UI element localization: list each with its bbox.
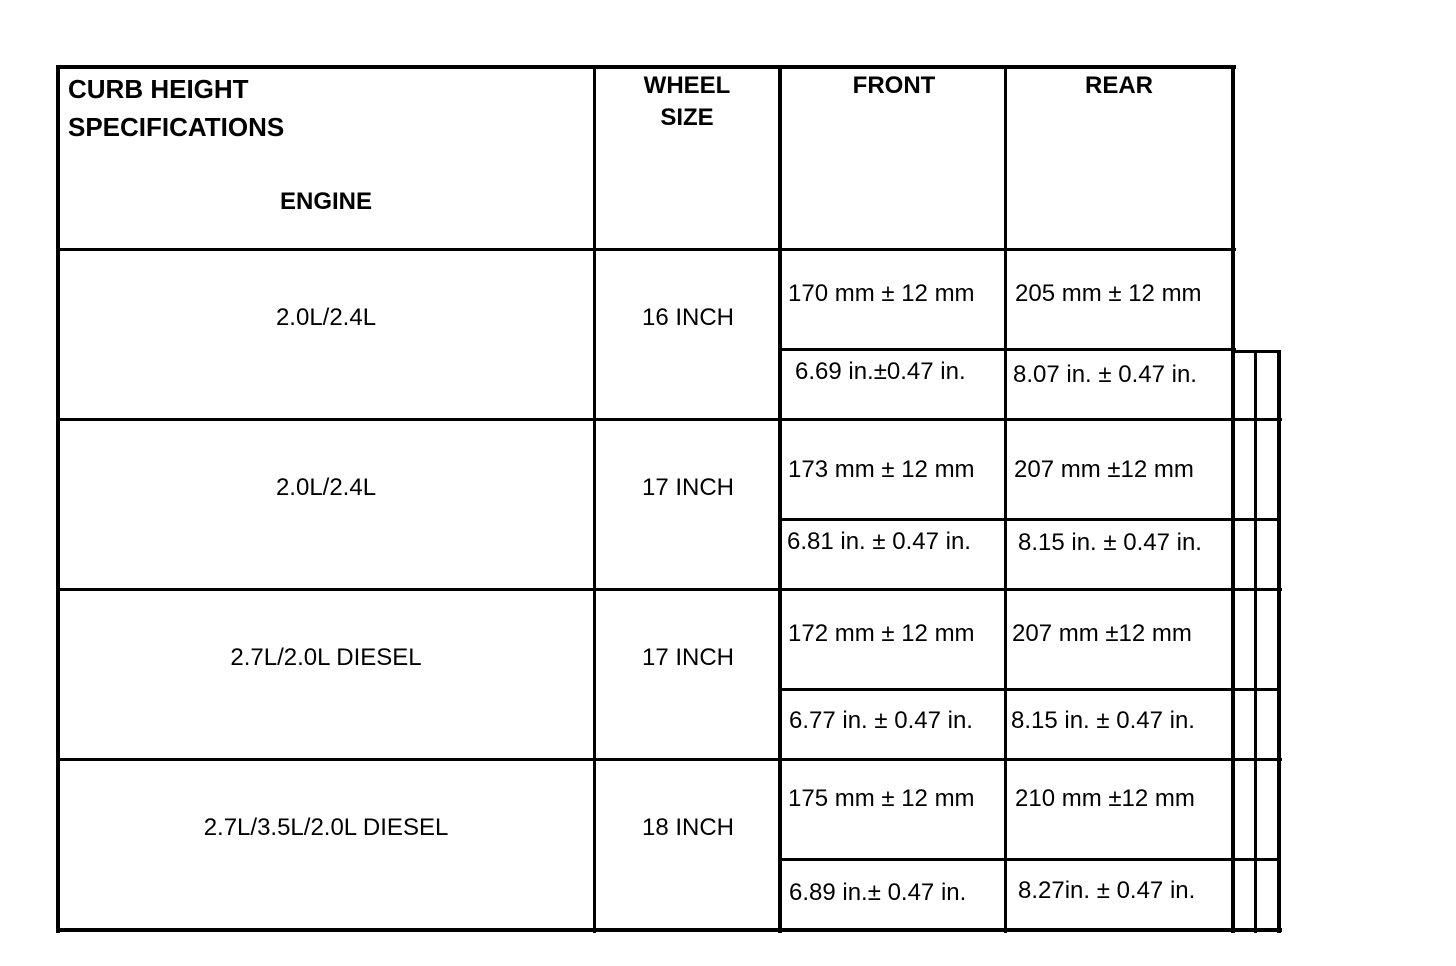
row2-engine: 2.0L/2.4L (275, 474, 377, 501)
group-divider-1 (56, 418, 1282, 421)
col-divider-wheel-front (778, 65, 782, 933)
subrow-divider-2 (778, 518, 1281, 521)
row4-rear-in: 8.27in. ± 0.47 in. (1018, 877, 1196, 904)
header-row-divider (56, 248, 1236, 251)
header-engine: ENGINE (279, 188, 373, 215)
row3-engine: 2.7L/2.0L DIESEL (230, 644, 422, 671)
row1-rear-in: 8.07 in. ± 0.47 in. (1013, 361, 1197, 388)
row4-wheel: 18 INCH (641, 814, 735, 841)
extra-col-line-1 (1254, 350, 1257, 933)
row2-front-mm: 173 mm ± 12 mm (788, 456, 975, 483)
row4-rear-mm: 210 mm ±12 mm (1015, 785, 1195, 812)
group-divider-3 (56, 758, 1282, 761)
header-wheel-size-line1: WHEEL (643, 72, 731, 99)
row4-front-mm: 175 mm ± 12 mm (788, 785, 975, 812)
row3-rear-mm: 207 mm ±12 mm (1012, 620, 1192, 647)
row3-front-mm: 172 mm ± 12 mm (788, 620, 975, 647)
subrow-divider-3 (778, 688, 1281, 691)
row2-wheel: 17 INCH (641, 474, 735, 501)
row1-wheel: 16 INCH (641, 304, 735, 331)
row1-front-in: 6.69 in.±0.47 in. (795, 358, 966, 385)
table-title-line2: SPECIFICATIONS (68, 112, 285, 142)
header-front: FRONT (852, 72, 936, 99)
col-divider-engine-wheel (593, 65, 596, 933)
row1-rear-mm: 205 mm ± 12 mm (1015, 280, 1202, 307)
row4-engine: 2.7L/3.5L/2.0L DIESEL (203, 814, 449, 841)
table-title-line1: CURB HEIGHT (68, 74, 249, 104)
row1-engine: 2.0L/2.4L (275, 304, 377, 331)
subrow-divider-1 (778, 348, 1236, 351)
row3-wheel: 17 INCH (641, 644, 735, 671)
extra-col-line-2 (1277, 350, 1281, 933)
row2-rear-mm: 207 mm ±12 mm (1014, 456, 1194, 483)
extra-col-top (1231, 350, 1281, 353)
table-border-left (56, 65, 60, 933)
col-divider-rear-right (1231, 65, 1235, 933)
header-rear: REAR (1084, 72, 1154, 99)
row2-front-in: 6.81 in. ± 0.47 in. (787, 528, 971, 555)
table-border-bottom (56, 928, 1282, 932)
row4-front-in: 6.89 in.± 0.47 in. (789, 879, 967, 906)
row3-front-in: 6.77 in. ± 0.47 in. (789, 707, 973, 734)
row1-front-mm: 170 mm ± 12 mm (788, 280, 975, 307)
header-wheel-size-line2: SIZE (660, 104, 714, 131)
row2-rear-in: 8.15 in. ± 0.47 in. (1018, 529, 1202, 556)
subrow-divider-4 (778, 858, 1281, 861)
col-divider-front-rear (1004, 65, 1007, 933)
row3-rear-in: 8.15 in. ± 0.47 in. (1011, 707, 1195, 734)
table-border-top (56, 65, 1236, 69)
group-divider-2 (56, 588, 1282, 591)
